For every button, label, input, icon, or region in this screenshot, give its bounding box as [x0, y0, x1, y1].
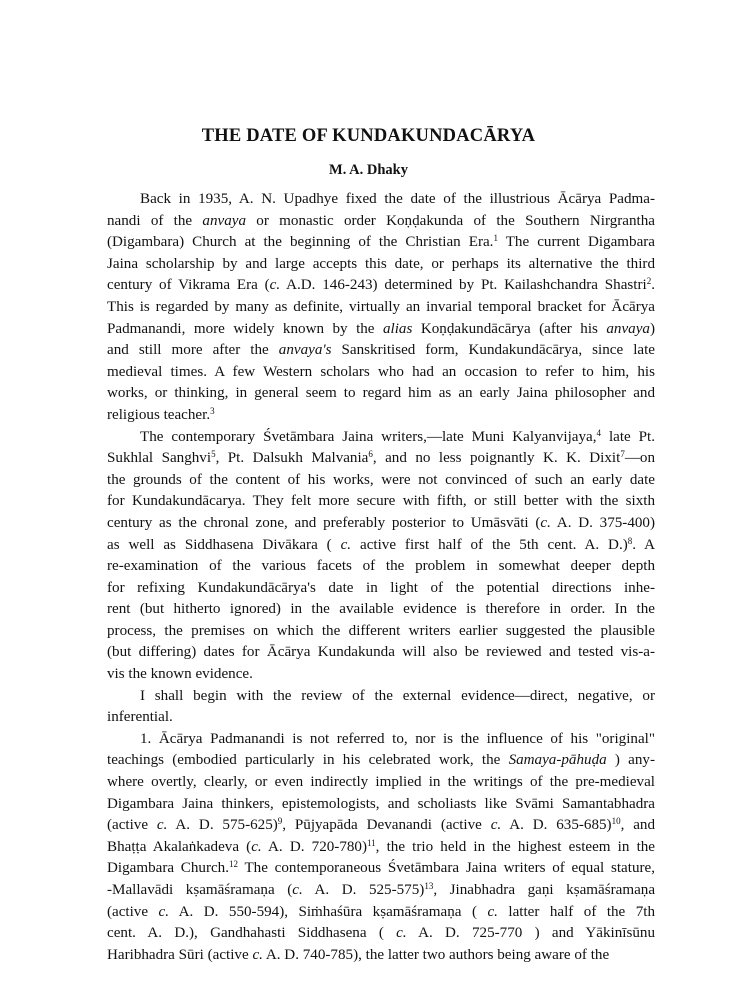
- text-run: The contemporaneous Śvetāmbara Jaina writers of equal stature,: [238, 860, 655, 877]
- text-line: [107, 858, 655, 880]
- footnote-marker: 11: [367, 837, 376, 848]
- text-run: -Mallavādi kṣamāśramaṇa (: [107, 882, 293, 898]
- text-line: [107, 707, 655, 729]
- italic-text: anvaya's: [278, 342, 332, 359]
- text-run: active first half of the 5th cent. A. D.): [351, 536, 628, 553]
- text-line: [107, 945, 655, 967]
- text-line: [107, 837, 655, 859]
- text-run: . A: [632, 536, 655, 553]
- text-run: This is regarded by many as definite, virtually an invarial temporal bracket for Ācārya: [107, 298, 655, 315]
- footnote-marker: 1: [493, 233, 498, 244]
- footnote-marker: 6: [368, 449, 373, 460]
- footnote-marker: 2: [646, 276, 652, 287]
- text-run: or monastic order Koṇḍakunda of the Southern Nirgrantha: [246, 212, 655, 229]
- paragraph: [107, 686, 655, 729]
- text-run: .: [651, 277, 655, 294]
- text-run: , the trio held in the highest esteem in the: [375, 838, 656, 855]
- text-line: [107, 491, 655, 513]
- text-line: [107, 211, 655, 233]
- text-line: [107, 556, 655, 578]
- text-run: The current Digambara: [497, 234, 656, 251]
- text-run: , Jinabhadra gaṇi kṣamāśramaṇa: [433, 882, 656, 898]
- footnote-marker: 3: [210, 405, 215, 416]
- italic-text: c.: [252, 946, 263, 963]
- text-run: A. D. 375-400): [550, 514, 655, 531]
- text-line: [107, 664, 655, 686]
- text-run: , and: [620, 817, 655, 834]
- text-run: Padmanandi, more widely known by the: [107, 320, 383, 337]
- text-run: for refixing Kundakundācārya's date in light of the potential directions inhe-: [107, 579, 655, 596]
- text-run: vis the known evidence.: [107, 666, 253, 683]
- text-line: [107, 621, 655, 643]
- text-run: A. D. 740-785), the latter two authors being aware of the: [262, 946, 610, 963]
- italic-text: c.: [340, 536, 352, 553]
- footnote-marker: 7: [620, 449, 625, 460]
- text-run: (Digambara) Church at the beginning of the Christian Era.: [107, 234, 494, 251]
- italic-text: c.: [158, 903, 170, 920]
- text-line: [107, 729, 655, 751]
- italic-text: anvaya: [202, 212, 247, 229]
- text-line: [107, 750, 655, 772]
- footnote-marker: 4: [596, 427, 602, 438]
- text-run: Sukhlal Sanghvi: [107, 450, 212, 467]
- text-line: [107, 880, 655, 902]
- italic-text: c.: [490, 817, 502, 834]
- text-run: latter half of the 7th: [497, 903, 656, 920]
- footnote-marker: 8: [627, 535, 633, 546]
- text-run: ) any-: [606, 752, 655, 769]
- article-body: [107, 189, 655, 966]
- text-line: [107, 470, 655, 492]
- article-author: M. A. Dhaky: [329, 162, 408, 178]
- text-run: and still more after the: [107, 342, 279, 359]
- text-run: (active: [107, 903, 159, 920]
- text-run: Koṇḍakundācārya (after his: [412, 320, 607, 337]
- text-run: medieval times. A few Western scholars who had an occasion to refer to him, his: [107, 363, 655, 380]
- text-line: [107, 513, 655, 535]
- italic-text: c.: [156, 817, 168, 834]
- footnote-marker: 5: [211, 449, 216, 460]
- text-run: A. D. 725-770 ) and Yākinīsūnu: [406, 925, 655, 942]
- footnote-marker: 9: [277, 816, 283, 827]
- text-run: ): [649, 320, 655, 337]
- text-run: A. D. 575-625): [167, 817, 278, 834]
- text-run: as well as Siddhasena Divākara (: [107, 536, 341, 553]
- italic-text: c.: [540, 514, 551, 531]
- text-line: [107, 405, 655, 427]
- text-run: The contemporary Śvetāmbara Jaina writers,—late Muni Kalyanvijaya,: [140, 428, 597, 445]
- text-run: , Pūjyapāda Devanandi (active: [282, 817, 491, 834]
- text-run: century as the chronal zone, and preferably posterior to Umāsvāti (: [107, 514, 541, 531]
- text-run: cent. A. D.), Gandhahasti Siddhasena (: [107, 925, 397, 942]
- paragraph: [107, 427, 655, 686]
- text-run: Digambara Jaina thinkers, epistemologists, and scholiasts like Svāmi Samantabhadra: [107, 795, 655, 812]
- text-line: [107, 902, 655, 924]
- italic-text: c.: [269, 277, 281, 294]
- text-run: religious teacher.: [107, 406, 211, 423]
- text-run: Back in 1935, A. N. Upadhye fixed the date of the illustrious Ācārya Padma-: [140, 191, 655, 207]
- text-run: for Kundakundācarya. They felt more secure with fifth, or still better with the sixth: [107, 493, 655, 510]
- italic-text: Samaya-pāhuḍa: [508, 752, 607, 769]
- text-run: Haribhadra Sūri (active: [107, 946, 253, 963]
- text-run: rent (but hitherto ignored) in the available evidence is therefore in order. In the: [107, 601, 655, 618]
- text-line: [107, 448, 655, 470]
- text-line: [107, 383, 655, 405]
- paragraph: [107, 189, 655, 427]
- text-run: 1. Ācārya Padmanandi is not referred to, nor is the influence of his "original": [140, 730, 655, 747]
- text-run: A.D. 146-243) determined by Pt. Kailashchandra Shastri: [280, 277, 647, 294]
- text-line: [107, 923, 655, 945]
- italic-text: c.: [292, 882, 303, 898]
- text-run: process, the premises on which the different writers earlier suggested the plausible: [107, 622, 655, 639]
- text-run: late Pt.: [601, 428, 655, 445]
- italic-text: c.: [487, 903, 498, 920]
- text-run: century of Vikrama Era (: [107, 277, 270, 294]
- text-line: [107, 189, 655, 211]
- text-run: (but differing) dates for Ācārya Kundakunda will also be reviewed and tested vis-a-: [107, 644, 655, 661]
- text-line: [107, 642, 655, 664]
- text-run: nandi of the: [107, 212, 203, 229]
- text-line: [107, 297, 655, 319]
- footnote-marker: 13: [424, 881, 434, 891]
- text-run: works, or thinking, in general seem to regard him as an early Jaina philosopher and: [107, 385, 655, 402]
- text-line: [107, 686, 655, 708]
- text-line: [107, 772, 655, 794]
- text-run: re-examination of the various facets of the problem in somewhat deeper depth: [107, 558, 655, 575]
- text-line: [107, 319, 655, 341]
- text-run: (active: [107, 817, 157, 834]
- text-line: [107, 535, 655, 557]
- footnote-marker: 12: [229, 859, 238, 870]
- text-line: [107, 340, 655, 362]
- article-title: THE DATE OF KUNDAKUNDACĀRYA: [201, 126, 536, 146]
- text-run: teachings (embodied particularly in his celebrated work, the: [107, 752, 509, 769]
- text-run: A. D. 525-575): [302, 882, 425, 898]
- text-line: [107, 232, 655, 254]
- text-run: , Pt. Dalsukh Malvania: [215, 450, 369, 467]
- text-run: inferential.: [107, 709, 173, 726]
- footnote-marker: 10: [611, 816, 621, 827]
- text-run: I shall begin with the review of the external evidence—direct, negative, or: [140, 687, 655, 704]
- text-run: Digambara Church.: [107, 860, 229, 877]
- italic-text: alias: [383, 320, 413, 337]
- text-line: [107, 275, 655, 297]
- text-run: where overtly, clearly, or even indirectly implied in the writings of the pre-medieval: [107, 774, 655, 791]
- italic-text: anvaya: [606, 320, 650, 337]
- text-line: [107, 578, 655, 600]
- text-line: [107, 362, 655, 384]
- text-line: [107, 794, 655, 816]
- text-run: the grounds of the content of his works, were not convinced of such an early date: [107, 471, 655, 488]
- text-line: [107, 427, 655, 449]
- paragraph: [107, 729, 655, 967]
- text-run: Jaina scholarship by and large accepts this date, or perhaps its alternative the third: [107, 255, 655, 272]
- text-line: [107, 254, 655, 276]
- text-run: Sanskritised form, Kundakundācārya, since late: [331, 342, 655, 359]
- text-run: A. D. 635-685): [501, 817, 612, 834]
- text-run: Bhaṭṭa Akalaṅkadeva (: [107, 838, 252, 855]
- text-run: A. D. 720-780): [261, 838, 367, 855]
- text-line: [107, 815, 655, 837]
- text-run: —on: [624, 450, 655, 467]
- italic-text: c.: [396, 925, 407, 942]
- text-run: A. D. 550-594), Siṁhaśūra kṣamāśramaṇa (: [169, 903, 488, 920]
- text-run: , and no less poignantly K. K. Dixit: [372, 450, 621, 467]
- italic-text: c.: [251, 838, 262, 855]
- text-line: [107, 599, 655, 621]
